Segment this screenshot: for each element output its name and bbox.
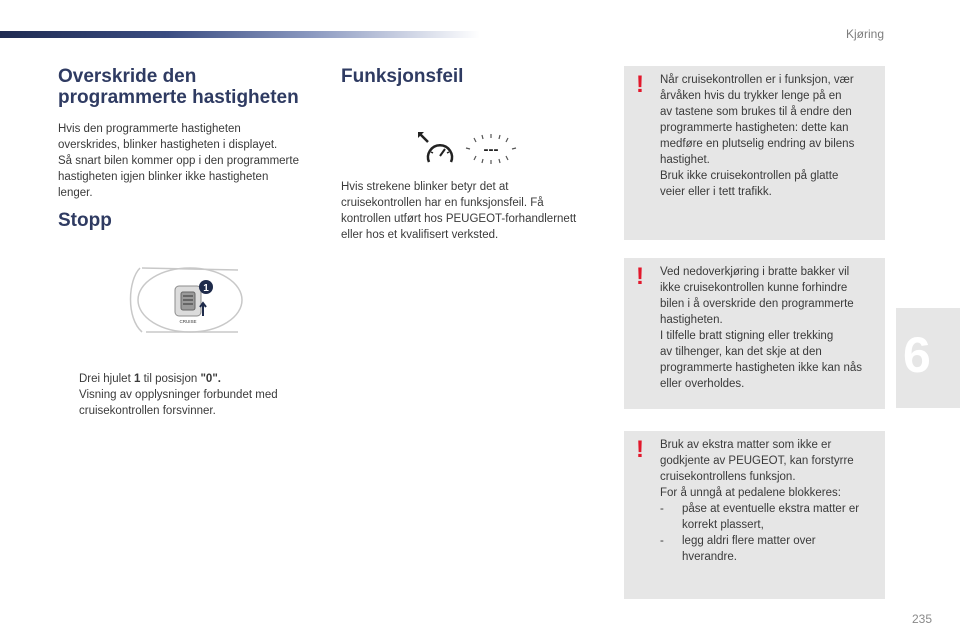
bullet-mid: til posisjon xyxy=(140,373,201,385)
warning-exclamation-icon: ! xyxy=(636,71,644,98)
heading-overskride-line2: programmerte hastigheten xyxy=(58,87,299,108)
warning-text xyxy=(660,72,880,200)
warning-line: Bruk av ekstra matter som ikke er xyxy=(660,439,832,451)
warning-line: hastigheten. xyxy=(660,314,723,326)
warning-line: programmerte hastigheten ikke kan nås xyxy=(660,362,862,374)
paragraph-overskride xyxy=(58,121,328,201)
steering-wheel-cruise-icon xyxy=(120,260,260,340)
bullet-bold-number: 1 xyxy=(133,373,141,385)
dash-list-item xyxy=(660,533,880,565)
warning-line: eller overholdes. xyxy=(660,378,745,390)
dash-list-item xyxy=(660,501,880,533)
wheel-badge-number: 1 xyxy=(203,283,209,294)
warning-line: For å unngå at pedalene blokkeres: xyxy=(660,487,841,499)
warning-line: bilen i å overskride den programmerte xyxy=(660,298,854,310)
warning-line: veier eller i tett trafikk. xyxy=(660,186,772,198)
paragraph-line: lenger. xyxy=(58,187,93,199)
warning-line: Når cruisekontrollen er i funksjon, vær xyxy=(660,74,854,86)
paragraph-line: overskrides, blinker hastigheten i displayet. xyxy=(58,139,278,151)
dash-marker: - xyxy=(660,503,664,515)
header-color-bar xyxy=(0,31,480,38)
dash-item-line: hverandre. xyxy=(682,551,737,563)
warning-line: Bruk ikke cruisekontrollen på glatte xyxy=(660,170,839,182)
chapter-number: 6 xyxy=(903,327,931,383)
warning-exclamation-icon: ! xyxy=(636,263,644,290)
warning-line: hastighet. xyxy=(660,154,710,166)
warning-line: godkjente av PEUGEOT, kan forstyrre xyxy=(660,455,854,467)
paragraph-line: Hvis den programmerte hastigheten xyxy=(58,123,241,135)
heading-overskride-line1: Overskride den xyxy=(58,66,197,87)
dash-item-line: påse at eventuelle ekstra matter er xyxy=(682,503,860,515)
paragraph-line: Hvis strekene blinker betyr det at xyxy=(341,181,509,193)
bullet-bold-position: "0". xyxy=(200,373,221,385)
dash-item-line: legg aldri flere matter over xyxy=(682,535,816,547)
bullet-line1 xyxy=(79,371,319,387)
dash-item-line: korrekt plassert, xyxy=(682,519,764,531)
warning-box-2 xyxy=(624,258,885,409)
warning-line: av tilhenger, kan det skje at den xyxy=(660,346,822,358)
cruise-control-gauge-icon xyxy=(414,128,530,170)
heading-stopp: Stopp xyxy=(58,210,112,231)
bullet-pre: Drei hjulet xyxy=(79,373,134,385)
dash-marker: - xyxy=(660,535,664,547)
warning-exclamation-icon: ! xyxy=(636,436,644,463)
heading-funksjonsfeil: Funksjonsfeil xyxy=(341,66,464,87)
warning-line: medføre en plutselig endring av bilens xyxy=(660,138,855,150)
page-number: 235 xyxy=(912,612,933,626)
gauge-dashes: --- xyxy=(483,141,499,158)
warning-line: programmerte hastigheten: dette kan xyxy=(660,122,849,134)
bullet-line2: Visning av opplysninger forbundet med xyxy=(79,389,278,401)
paragraph-line: hastigheten igjen blinker ikke hastigheten xyxy=(58,171,269,183)
warning-line: årvåken hvis du trykker lenge på en xyxy=(660,90,842,102)
warning-text xyxy=(660,437,880,565)
paragraph-line: Så snart bilen kommer opp i den programmerte xyxy=(58,155,299,167)
heading-overskride xyxy=(58,66,328,108)
warning-box-1 xyxy=(624,66,885,240)
paragraph-funksjonsfeil xyxy=(341,179,611,243)
warning-box-3 xyxy=(624,431,885,599)
warning-line: I tilfelle bratt stigning eller trekking xyxy=(660,330,834,342)
warning-line: cruisekontrollens funksjon. xyxy=(660,471,796,483)
paragraph-line: eller hos et kvalifisert verksted. xyxy=(341,229,499,241)
warning-line: av tastene som brukes til å endre den xyxy=(660,106,852,118)
bullet-line3: cruisekontrollen forsvinner. xyxy=(79,405,216,417)
paragraph-line: cruisekontrollen har en funksjonsfeil. Få xyxy=(341,197,544,209)
warning-line: Ved nedoverkjøring i bratte bakker vil xyxy=(660,266,850,278)
bullet-text xyxy=(79,371,319,419)
warning-text xyxy=(660,264,880,392)
section-label: Kjøring xyxy=(845,27,884,41)
wheel-cruise-label: CRUISE xyxy=(179,319,197,324)
paragraph-line: kontrollen utført hos PEUGEOT-forhandlernett xyxy=(341,213,577,225)
warning-line: ikke cruisekontrollen kunne forhindre xyxy=(660,282,848,294)
